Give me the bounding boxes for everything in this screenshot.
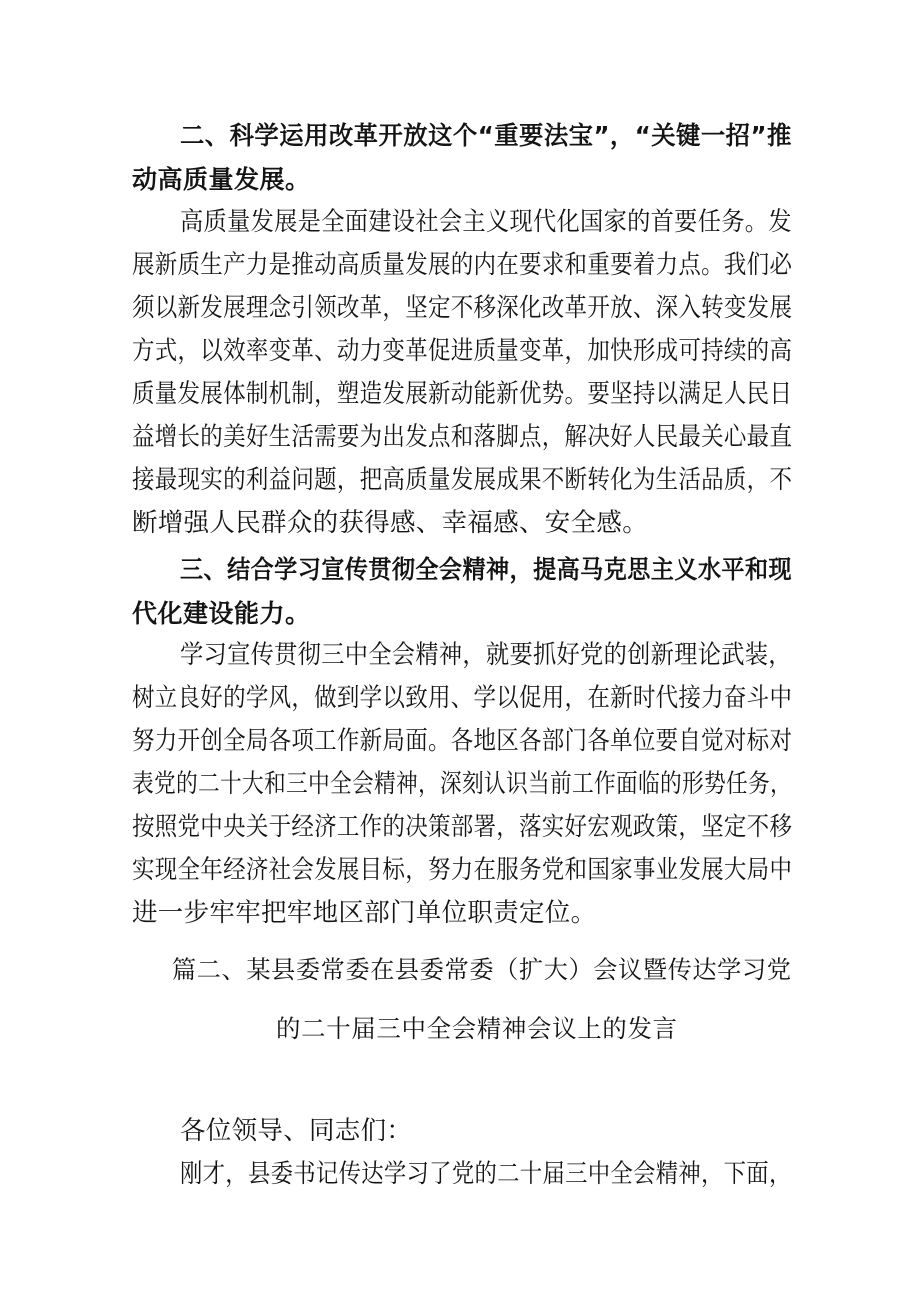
paragraph-line: 实现全年经济社会发展目标，努力在服务党和国家事业发展大局中 [132,855,793,885]
paragraph-line: 须以新发展理念引领改革，坚定不移深化改革开放、深入转变发展 [132,293,793,323]
paragraph-line: 表党的二十大和三中全会精神，深刻认识当前工作面临的形势任务， [132,769,793,799]
paragraph-line: 进一步牢牢把牢地区部门单位职责定位。 [132,898,597,928]
paragraph-line: 断增强人民群众的获得感、幸福感、安全感。 [132,508,649,538]
paragraph-line: 接最现实的利益问题，把高质量发展成果不断转化为生活品质，不 [132,465,793,495]
paragraph-line: 树立良好的学风，做到学以致用、学以促用，在新时代接力奋斗中 [132,683,793,713]
heading-line: 动高质量发展。 [132,165,311,194]
paragraph-line: 方式，以效率变革、动力变革促进质量变革，加快形成可持续的高 [132,336,793,366]
paragraph-line: 按照党中央关于经济工作的决策部署，落实好宏观政策，坚定不移 [132,812,793,842]
paragraph-line: 高质量发展是全面建设社会主义现代化国家的首要任务。发 [180,207,792,237]
paragraph-line: 质量发展体制机制，塑造发展新动能新优势。要坚持以满足人民日 [132,379,793,409]
paragraph-line: 刚才，县委书记传达学习了党的二十届三中全会精神，下面， [180,1159,792,1189]
salutation: 各位领导、同志们： [180,1116,413,1146]
paragraph-line: 努力开创全局各项工作新局面。各地区各部门各单位要自觉对标对 [132,726,793,756]
paragraph-line: 学习宣传贯彻三中全会精神，就要抓好党的创新理论武装， [180,640,792,670]
paragraph-line: 展新质生产力是推动高质量发展的内在要求和重要着力点。我们必 [132,250,793,280]
heading-line: 二、科学运用改革开放这个“重要法宝”，“关键一招”推 [180,121,792,150]
paragraph-line: 益增长的美好生活需要为出发点和落脚点，解决好人民最关心最直 [132,422,793,452]
heading-line: 三、结合学习宣传贯彻全会精神，提高马克思主义水平和现 [180,555,793,584]
title-line: 的二十届三中全会精神会议上的发言 [276,1014,678,1043]
title-line: 篇二、某县委常委在县委常委（扩大）会议暨传达学习党 [172,955,792,984]
heading-line: 代化建设能力。 [132,599,311,628]
